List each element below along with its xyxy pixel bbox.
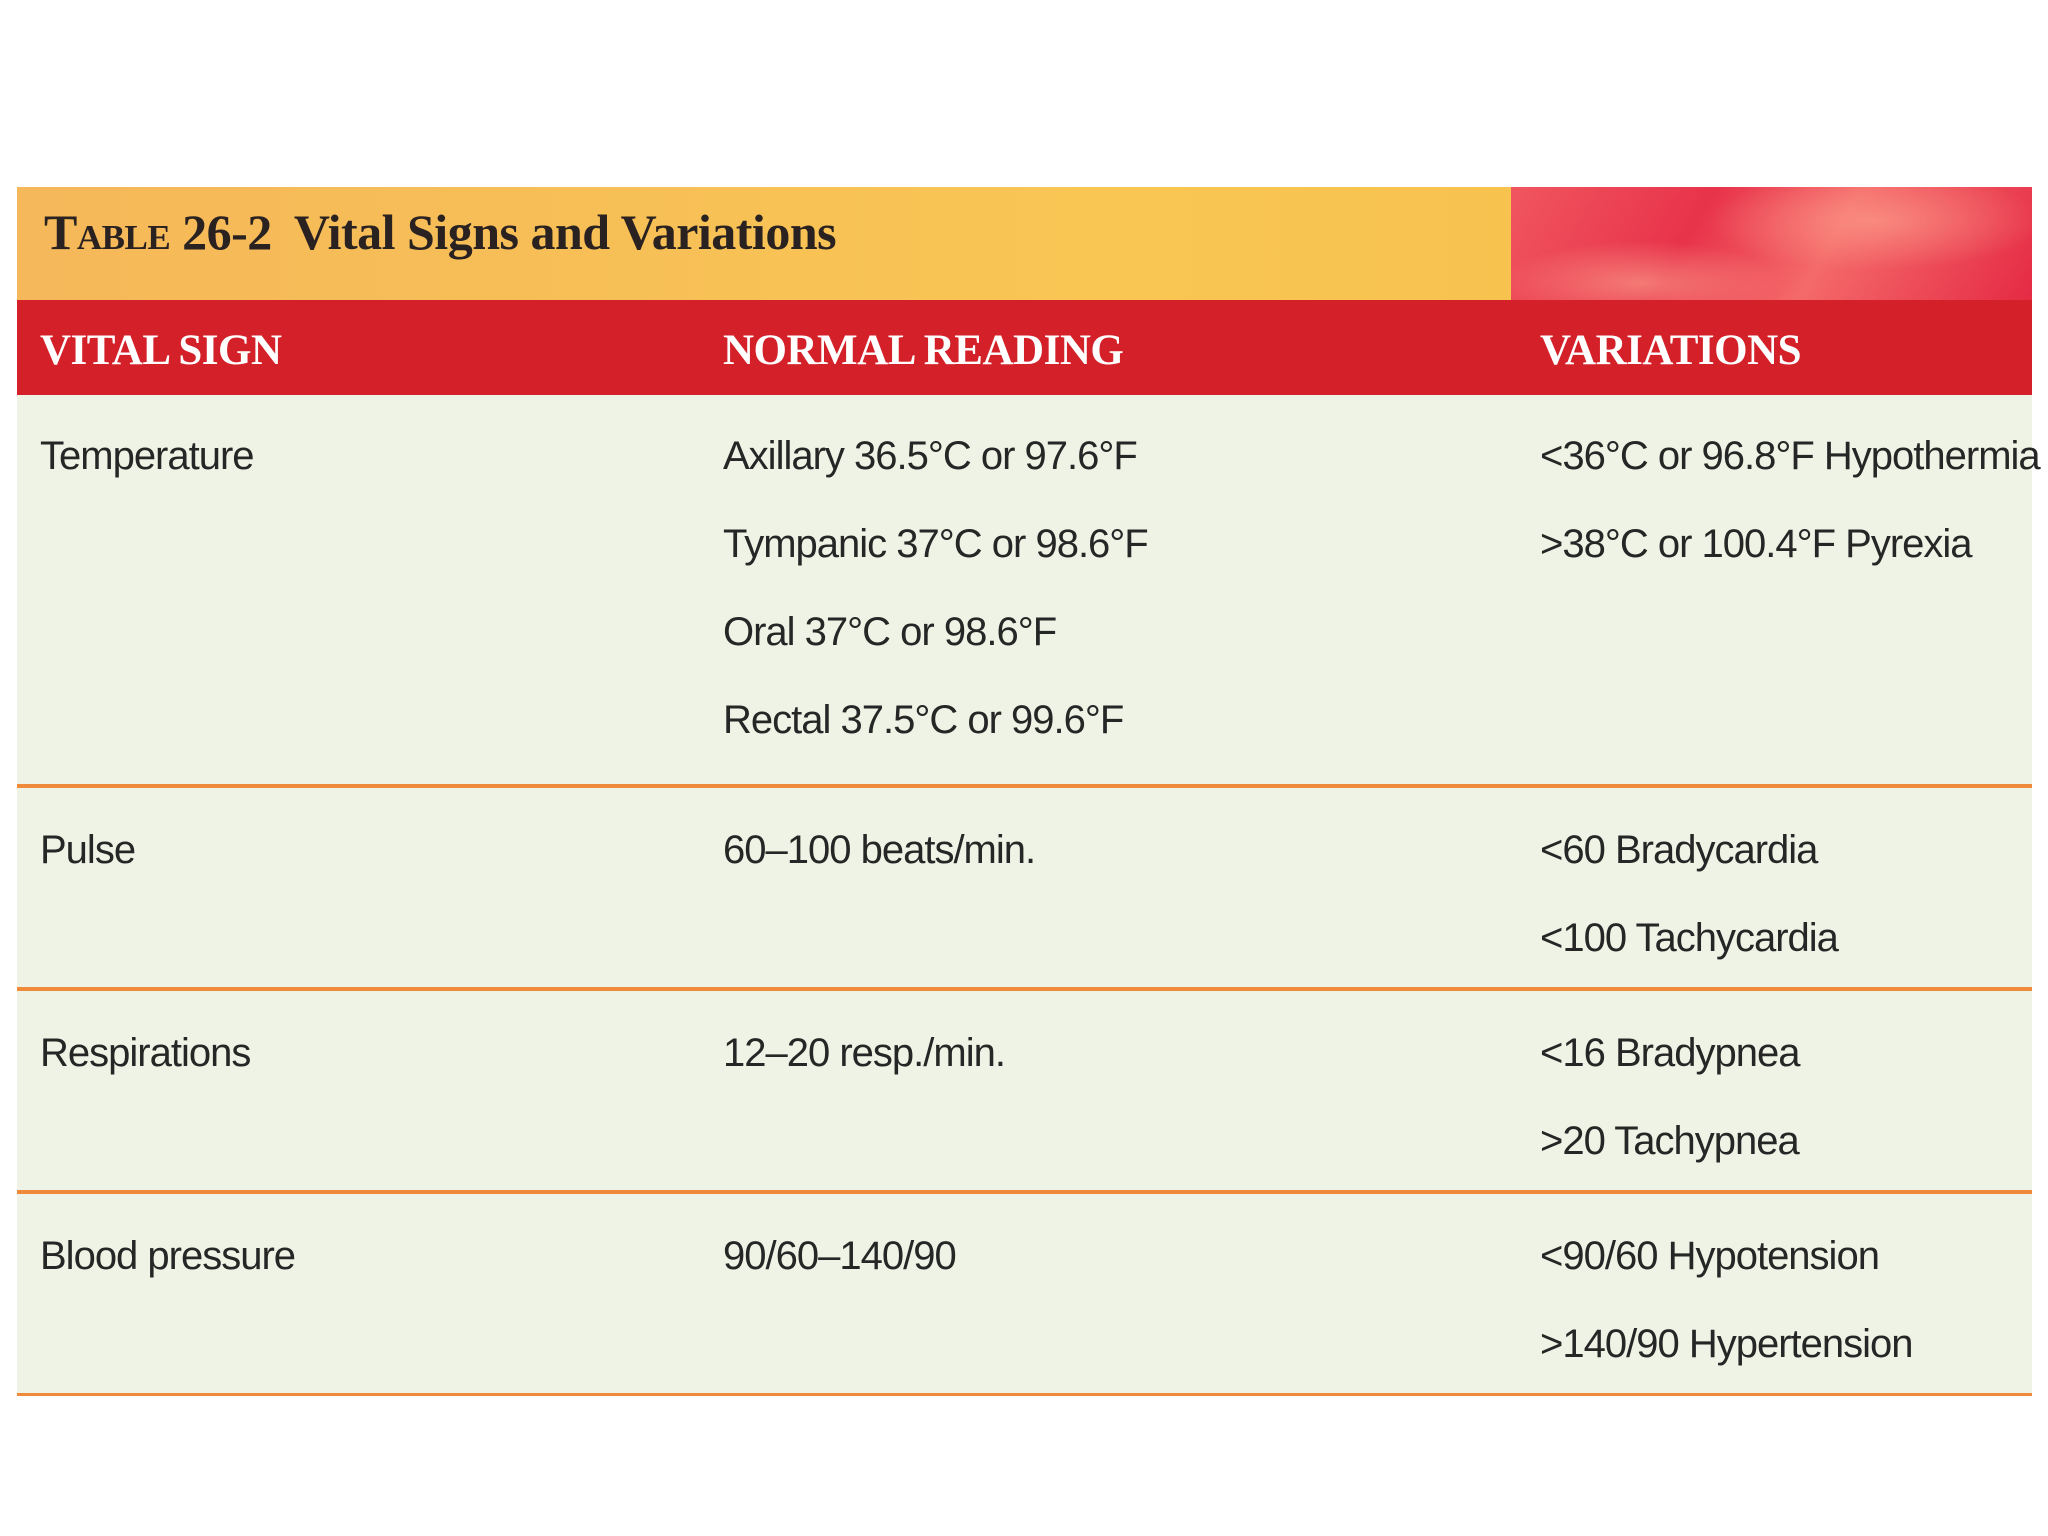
table-title-text: Vital Signs and Variations (293, 204, 837, 260)
normal-reading: 12–20 resp./min. (723, 1031, 1005, 1075)
title-decoration (1511, 187, 2032, 300)
variation: >140/90 Hypertension (1540, 1322, 1913, 1366)
variation: <60 Bradycardia (1540, 828, 1818, 872)
table-header-row (17, 300, 2032, 395)
table-title (44, 203, 836, 261)
column-header-vital-sign: VITAL SIGN (40, 327, 282, 374)
table-row (17, 991, 2032, 1194)
variation: <16 Bradypnea (1540, 1031, 1800, 1075)
variation: <90/60 Hypotension (1540, 1234, 1879, 1278)
variation: >20 Tachypnea (1540, 1119, 1799, 1163)
normal-reading: Axillary 36.5°C or 97.6°F (723, 434, 1137, 478)
table-body (17, 395, 2040, 1396)
column-header-normal-reading: NORMAL READING (723, 327, 1124, 374)
vital-sign-name: Temperature (40, 434, 254, 478)
normal-reading: 60–100 beats/min. (723, 828, 1036, 872)
normal-reading: Rectal 37.5°C or 99.6°F (723, 698, 1124, 742)
column-header-variations: VARIATIONS (1540, 327, 1802, 374)
variation: >38°C or 100.4°F Pyrexia (1540, 522, 1972, 566)
vital-signs-table (17, 187, 2040, 1396)
table-row (17, 395, 2040, 788)
variation: <100 Tachycardia (1540, 916, 1838, 960)
table-title-bar (17, 187, 2032, 300)
table-row (17, 1194, 2032, 1396)
table-row (17, 788, 2032, 991)
vital-sign-name: Pulse (40, 828, 136, 872)
variation: <36°C or 96.8°F Hypothermia (1540, 434, 2040, 478)
table-number: Table 26-2 (44, 204, 272, 260)
normal-reading: 90/60–140/90 (723, 1234, 956, 1278)
normal-reading: Oral 37°C or 98.6°F (723, 610, 1057, 654)
vital-sign-name: Blood pressure (40, 1234, 296, 1278)
normal-reading: Tympanic 37°C or 98.6°F (723, 522, 1148, 566)
vital-sign-name: Respirations (40, 1031, 251, 1075)
